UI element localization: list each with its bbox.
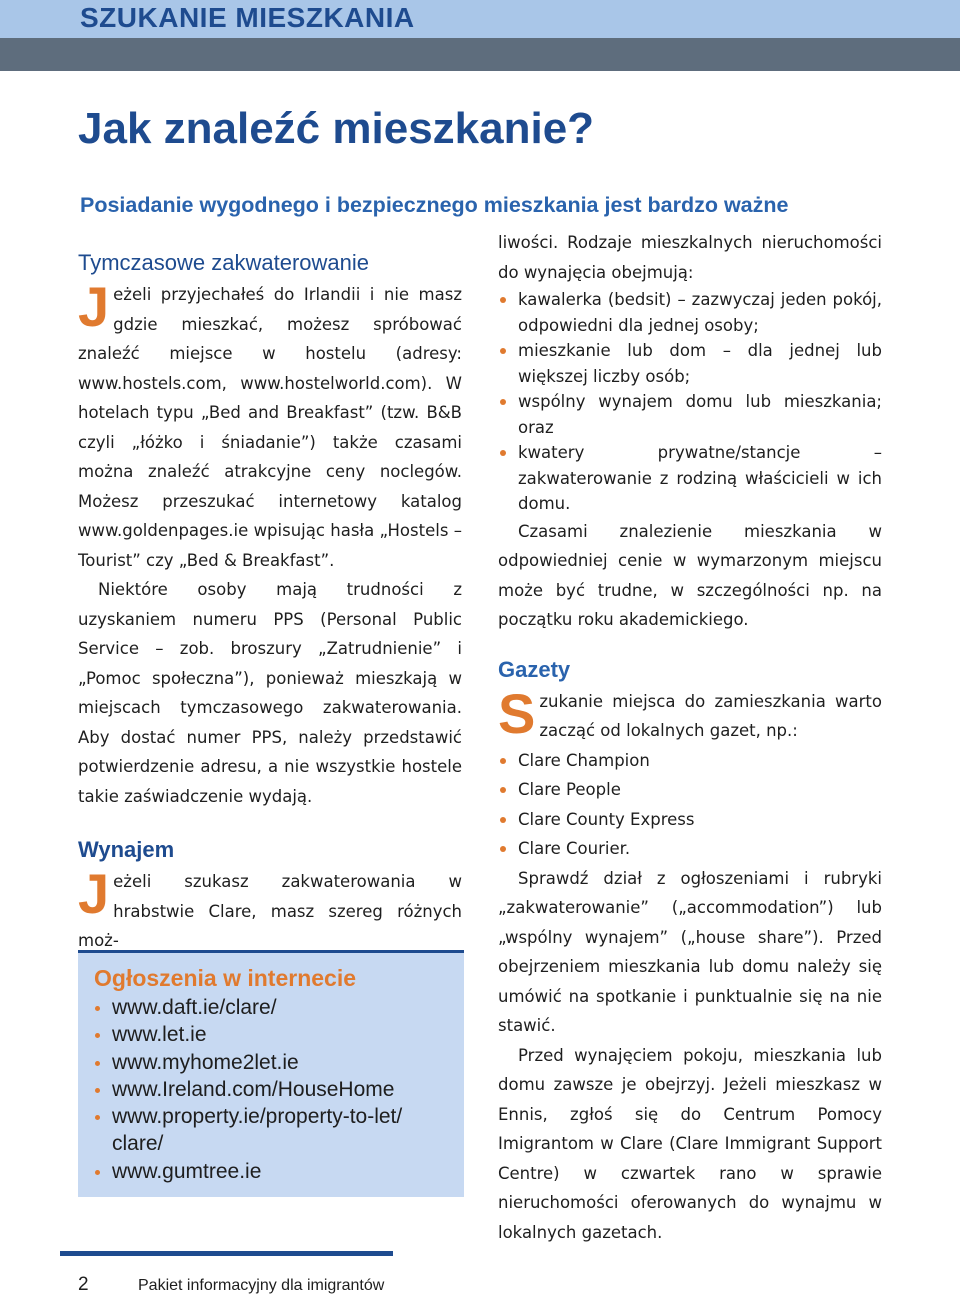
- page-title: Jak znaleźć mieszkanie?: [78, 104, 595, 153]
- listing-link[interactable]: www.property.ie/property-to-let/ clare/: [94, 1103, 448, 1158]
- footer-rule: [60, 1251, 393, 1256]
- online-listings-title: Ogłoszenia w internecie: [94, 965, 357, 991]
- listing-link[interactable]: www.daft.ie/clare/: [94, 994, 448, 1021]
- paragraph-czasami: Czasami znalezienie mieszkania w odpowiedniej cenie w wymarzonym miejscu może być trudne, w szczególności np. na początku roku akademickiego.: [498, 521, 882, 629]
- property-type-item: kwatery prywatne/stancje – zakwaterowanie z rodziną właścicieli w ich domu.: [498, 440, 882, 517]
- newspaper-item: Clare Courier.: [498, 834, 882, 864]
- newspaper-item: Clare County Express: [498, 805, 882, 835]
- newspaper-item: Clare People: [498, 775, 882, 805]
- paragraph-gazety-3: Przed wynajęciem pokoju, mieszkania lub domu zawsze je obejrzyj. Jeżeli mieszkasz w Ennis, zgłoś się do Centrum Pomocy Imigrantom w Clare (Clare Immigrant Support Centre) w czwartek rano w sprawie nieruchomości oferowanych do wynajmu w lokalnych gazetach.: [498, 1045, 882, 1242]
- listing-link[interactable]: www.Ireland.com/HouseHome: [94, 1076, 448, 1103]
- paragraph-rodzaje-intro: liwości. Rodzaje mieszkalnych nieruchomości do wynajęcia obejmują:: [498, 233, 882, 282]
- listing-link[interactable]: www.let.ie: [94, 1021, 448, 1048]
- paragraph-wynajem-1-text: eżeli szukasz zakwaterowania w hrabstwie Clare, masz szereg różnych moż-: [78, 872, 462, 950]
- property-types-list: [498, 287, 882, 517]
- left-column: [78, 250, 462, 956]
- right-column: [498, 228, 882, 1247]
- property-type-item: mieszkanie lub dom – dla jednej lub większej liczby osób;: [498, 338, 882, 389]
- section-header-title: SZUKANIE MIESZKANIA: [80, 2, 415, 33]
- paragraph-gazety-1: [498, 681, 882, 746]
- property-type-item: kawalerka (bedsit) – zazwyczaj jeden pokój, odpowiedni dla jednej osoby;: [498, 287, 882, 338]
- listing-link[interactable]: www.myhome2let.ie: [94, 1049, 448, 1076]
- footer-text: Pakiet informacyjny dla imigrantów: [138, 1277, 385, 1294]
- paragraph-gazety-2: Sprawdź dział z ogłoszeniami i rubryki „zakwaterowanie” („accommodation”) lub „wspólny wynajem” („house share”). Przed obejrzeniem mieszkania lub domu należy się umówić na spotkanie i punktualnie się na nie stawić.: [498, 868, 882, 1035]
- heading-tymczasowe: Tymczasowe zakwaterowanie: [78, 250, 370, 275]
- paragraph-tymczasowe-2: Niektóre osoby mają trudności z uzyskaniem numeru PPS (Personal Public Service – zob. broszury „Zatrudnienie” i „Pomoc społeczna”), ponieważ mieszkają w miejscach tymczasowego zakwaterowania. Aby dostać numer PPS, należy przedstawić potwierdzenie adresu, a nie wszystkie hostele takie zaświadczenie wydają.: [78, 580, 462, 806]
- paragraph-tymczasowe-1: [78, 275, 462, 575]
- paragraph-gazety-1-text: zukanie miejsca do zamieszkania warto zacząć od lokalnych gazet, np.:: [539, 691, 882, 740]
- newspaper-item: Clare Champion: [498, 746, 882, 776]
- heading-wynajem: Wynajem: [78, 837, 175, 862]
- newspapers-list: [498, 746, 882, 864]
- online-listings-box: [78, 950, 464, 1197]
- paragraph-wynajem-1: [78, 862, 462, 956]
- dropcap-s: S: [498, 681, 536, 745]
- header-rule: [0, 38, 960, 71]
- dropcap-j-wynajem: J: [78, 862, 110, 925]
- listing-link[interactable]: www.gumtree.ie: [94, 1158, 448, 1185]
- page-number: 2: [78, 1274, 89, 1295]
- online-listings-list: [94, 994, 448, 1185]
- page-subtitle: Posiadanie wygodnego i bezpiecznego mieszkania jest bardzo ważne: [80, 193, 789, 217]
- property-type-item: wspólny wynajem domu lub mieszkania; oraz: [498, 389, 882, 440]
- paragraph-tymczasowe-1-text: eżeli przyjechałeś do Irlandii i nie masz gdzie mieszkać, możesz spróbować znaleźć miejsce w hostelu (adresy: www.hostels.com, www.hostelworld.com). W hotelach typu „Bed and Breakfast” (tzw. B&B czyli „łóżko i śniadanie”) także czasami można znaleźć atrakcyjne ceny noclegów. Możesz przeszukać internetowy katalog www.goldenpages.ie wpisując hasła „Hostels – Tourist” czy „Bed & Breakfast”.: [78, 285, 462, 570]
- dropcap-j: J: [78, 275, 110, 338]
- heading-gazety: Gazety: [498, 656, 571, 682]
